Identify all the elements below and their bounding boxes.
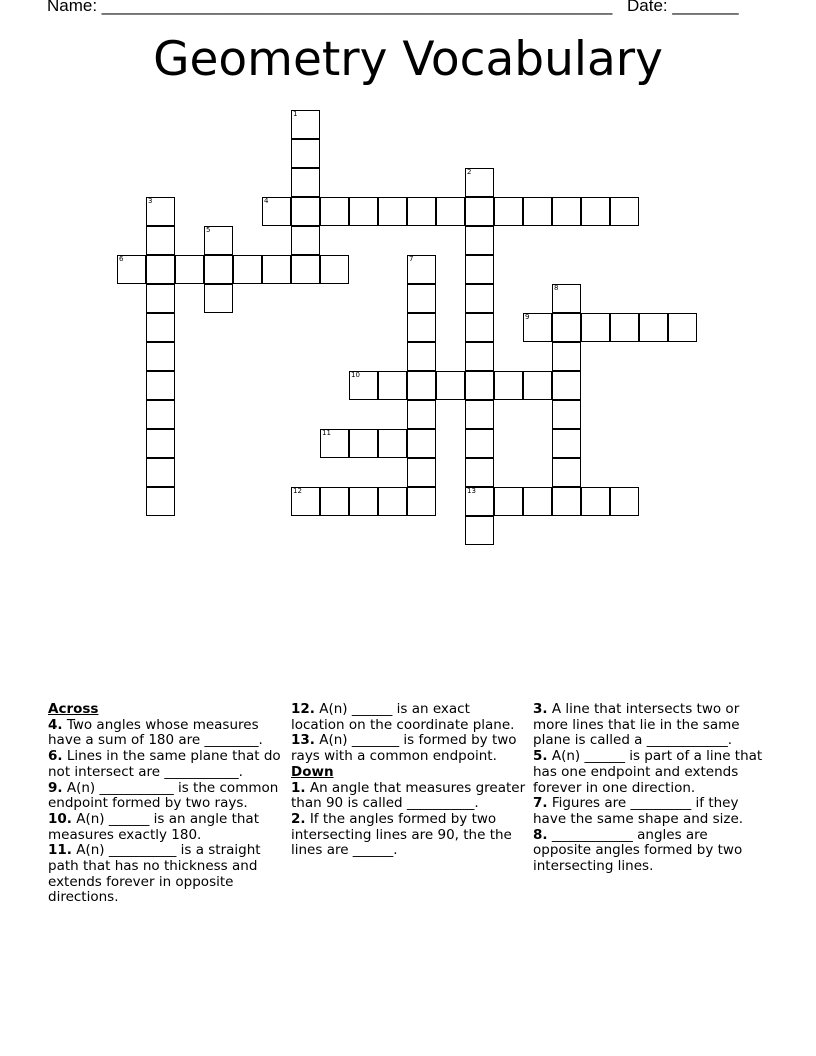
grid-cell[interactable] [320,487,349,516]
grid-cell[interactable] [262,255,291,284]
grid-cell[interactable] [552,284,581,313]
grid-cell[interactable] [233,255,262,284]
grid-cell[interactable] [262,197,291,226]
grid-cell[interactable] [465,516,494,545]
across-clue-13: 13. A(n) _______ is formed by two rays with a common endpoint. [291,732,517,765]
grid-cell[interactable] [291,197,320,226]
down-clue-3: 3. A line that intersects two or more lines that lie in the same plane is called a ____________. [533,701,740,749]
grid-cell[interactable] [552,487,581,516]
grid-cell[interactable] [494,197,523,226]
grid-cell[interactable] [117,255,146,284]
grid-cell[interactable] [610,313,639,342]
grid-cell[interactable] [407,487,436,516]
grid-cell[interactable] [494,371,523,400]
across-clue-4: 4. Two angles whose measures have a sum of 180 are ________. [48,716,263,749]
grid-cell[interactable] [494,487,523,516]
grid-cell[interactable] [407,371,436,400]
grid-cell[interactable] [146,284,175,313]
grid-cell[interactable] [668,313,697,342]
grid-cell[interactable] [146,487,175,516]
grid-cell[interactable] [465,487,494,516]
cell-number: 1 [293,110,298,118]
grid-cell[interactable] [146,342,175,371]
grid-cell[interactable] [465,255,494,284]
cell-number: 2 [467,168,472,176]
grid-cell[interactable] [552,371,581,400]
across-clue-10: 10. A(n) ______ is an angle that measures exactly 180. [48,810,259,843]
grid-cell[interactable] [146,313,175,342]
cell-number: 5 [206,226,211,234]
grid-cell[interactable] [465,429,494,458]
grid-cell[interactable] [320,429,349,458]
grid-cell[interactable] [291,487,320,516]
page-title: Geometry Vocabulary [153,32,663,87]
cell-number: 4 [264,197,269,205]
grid-cell[interactable] [291,110,320,139]
grid-cell[interactable] [204,255,233,284]
date-line: Date: _______ [627,0,739,15]
cell-number: 12 [293,487,302,495]
grid-cell[interactable] [581,487,610,516]
grid-cell[interactable] [146,429,175,458]
grid-cell[interactable] [523,371,552,400]
cell-number: 9 [525,313,530,321]
grid-cell[interactable] [407,400,436,429]
grid-cell[interactable] [465,371,494,400]
grid-cell[interactable] [436,371,465,400]
grid-cell[interactable] [291,226,320,255]
grid-cell[interactable] [552,313,581,342]
down-clue-7: 7. Figures are _________ if they have the same shape and size. [533,795,744,827]
grid-cell[interactable] [407,429,436,458]
grid-cell[interactable] [552,458,581,487]
grid-cell[interactable] [523,197,552,226]
grid-cell[interactable] [581,313,610,342]
grid-cell[interactable] [291,168,320,197]
grid-cell[interactable] [349,371,378,400]
cell-number: 13 [467,487,476,495]
grid-cell[interactable] [552,429,581,458]
cell-number: 7 [409,255,414,263]
grid-cell[interactable] [407,255,436,284]
cell-number: 8 [554,284,559,292]
grid-cell[interactable] [523,313,552,342]
grid-cell[interactable] [175,255,204,284]
grid-cell[interactable] [610,197,639,226]
grid-cell[interactable] [465,400,494,429]
grid-cell[interactable] [639,313,668,342]
grid-cell[interactable] [146,458,175,487]
grid-cell[interactable] [552,400,581,429]
grid-cell[interactable] [146,255,175,284]
name-line: Name: ______________________________________________________ [47,0,613,15]
cell-number: 11 [322,429,331,437]
grid-cell[interactable] [204,284,233,313]
grid-cell[interactable] [552,342,581,371]
grid-cell[interactable] [291,255,320,284]
grid-cell[interactable] [407,284,436,313]
across-clue-12: 12. A(n) ______ is an exact location on the coordinate plane. [291,701,515,733]
grid-cell[interactable] [407,342,436,371]
grid-cell[interactable] [465,197,494,226]
down-clue-8: 8. ____________ angles are opposite angles formed by two intersecting lines. [533,826,743,875]
grid-cell[interactable] [204,226,233,255]
grid-cell[interactable] [349,487,378,516]
grid-cell[interactable] [378,429,407,458]
clue-column-2 [291,702,527,859]
grid-cell[interactable] [378,197,407,226]
cell-number: 3 [148,197,153,205]
across-clue-11: 11. A(n) __________ is a straight path that has no thickness and extends forever in opposite directions. [48,842,261,906]
grid-cell[interactable] [378,487,407,516]
grid-cell[interactable] [407,313,436,342]
grid-cell[interactable] [146,400,175,429]
grid-cell[interactable] [320,255,349,284]
grid-cell[interactable] [581,197,610,226]
grid-cell[interactable] [378,371,407,400]
grid-cell[interactable] [146,197,175,226]
grid-cell[interactable] [146,226,175,255]
down-clue-2: 2. If the angles formed by two intersecting lines are 90, the the lines are ______. [291,810,512,859]
cell-number: 10 [351,371,360,379]
grid-cell[interactable] [320,197,349,226]
grid-cell[interactable] [291,139,320,168]
cell-number: 6 [119,255,124,263]
across-heading: Across [48,701,99,717]
across-clue-9: 9. A(n) ___________ is the common endpoint formed by two rays. [48,779,279,812]
grid-cell[interactable] [465,226,494,255]
grid-cell[interactable] [610,487,639,516]
grid-cell[interactable] [407,458,436,487]
grid-cell[interactable] [465,342,494,371]
grid-cell[interactable] [146,371,175,400]
grid-cell[interactable] [465,458,494,487]
clue-column-1 [48,702,284,906]
down-heading: Down [291,763,334,780]
grid-cell[interactable] [407,197,436,226]
grid-cell[interactable] [465,313,494,342]
grid-cell[interactable] [523,487,552,516]
grid-cell[interactable] [465,168,494,197]
across-clue-6: 6. Lines in the same plane that do not intersect are ___________. [48,748,281,780]
clue-column-3 [533,702,763,875]
grid-cell[interactable] [349,429,378,458]
grid-cell[interactable] [552,197,581,226]
grid-cell[interactable] [465,284,494,313]
grid-cell[interactable] [349,197,378,226]
down-clue-1: 1. An angle that measures greater than 90 is called __________. [291,779,526,812]
down-clue-5: 5. A(n) ______ is part of a line that has one endpoint and extends forever in one direction. [533,748,763,796]
grid-cell[interactable] [436,197,465,226]
